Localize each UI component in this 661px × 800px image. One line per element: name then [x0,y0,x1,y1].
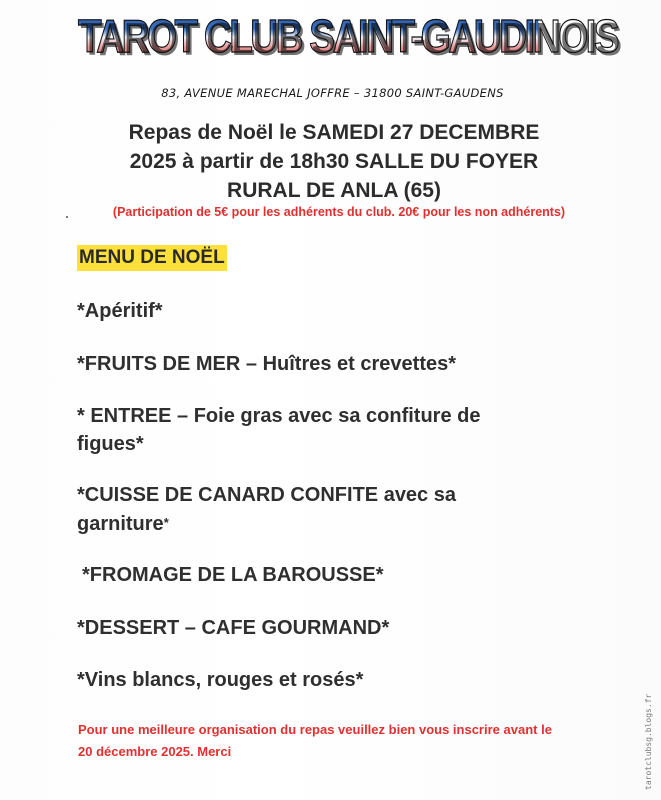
registration-note [78,719,618,763]
registration-line: Pour une meilleure organisation du repas veuillez bien vous inscrire avant le [78,722,552,737]
menu-item: *Vins blancs, rouges et rosés* [77,669,364,691]
event-line: RURAL DE ANLA (65) [227,179,441,202]
menu-item: *CUISSE DE CANARD CONFITE avec sa [77,484,456,506]
menu-title: MENU DE NOËL [77,245,227,271]
event-line: 2025 à partir de 18h30 SALLE DU FOYER [129,150,539,173]
menu-item: *Apéritif* [77,300,163,322]
club-address: 83, AVENUE MARECHAL JOFFRE – 31800 SAINT-GAUDENS [161,86,504,100]
menu-item-text: garniture [77,513,164,535]
menu-item [77,509,169,538]
registration-line: 20 décembre 2025. Merci [78,744,232,759]
event-announcement [60,118,608,205]
menu-item: *DESSERT – CAFE GOURMAND* [77,617,390,639]
menu-item: *FROMAGE DE LA BAROUSSE* [82,564,384,586]
blog-watermark: tarotclubsg.blogs.fr [644,693,653,790]
menu-item: *FRUITS DE MER – Huîtres et crevettes* [77,353,457,375]
small-asterisk: * [163,515,169,530]
menu-item: * ENTREE – Foie gras avec sa confiture de [77,405,481,427]
event-line: Repas de Noël le SAMEDI 27 DECEMBRE [128,121,540,144]
participation-note: (Participation de 5€ pour les adhérents du club. 20€ pour les non adhérents) [112,205,566,219]
menu-item: figues* [77,433,144,455]
club-title-wordart: TAROT CLUB SAINT-GAUDINOIS [78,6,538,66]
